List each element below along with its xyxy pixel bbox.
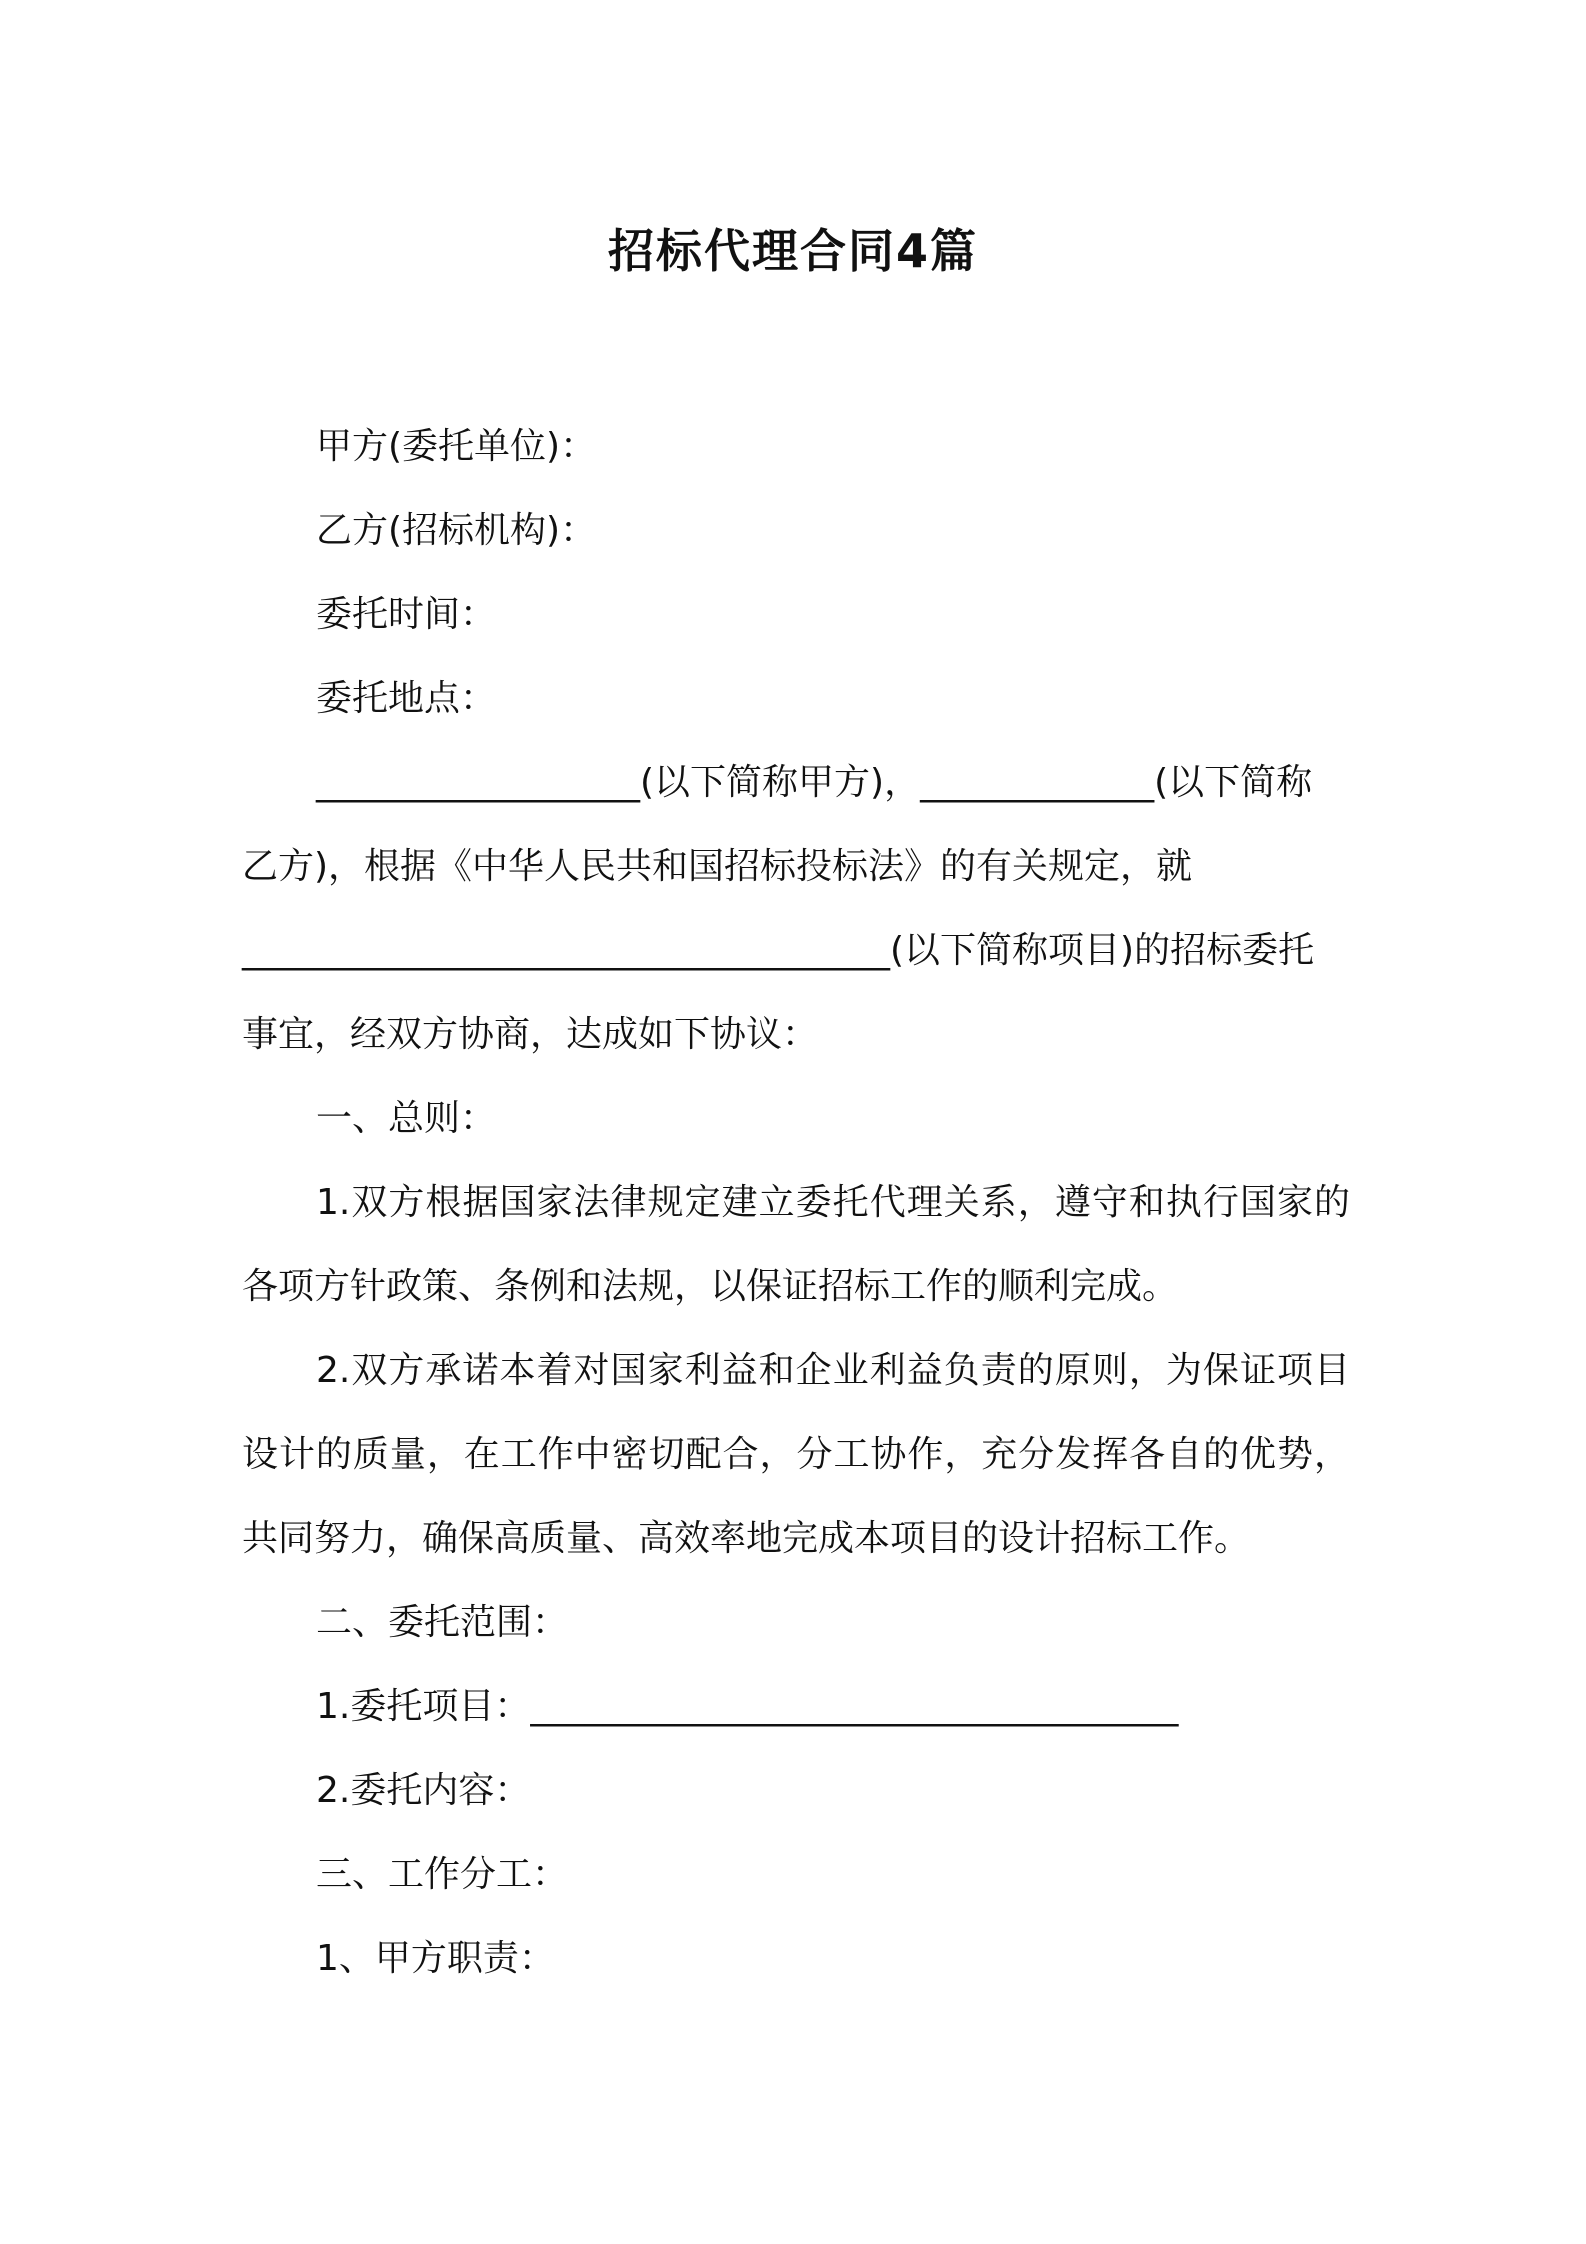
document-title: 招标代理合同4篇 (607, 224, 978, 278)
party-a-line: 甲方(委托单位)： (316, 426, 597, 467)
section-1-item-2: 2.双方承诺本着对国家利益和企业利益负责的原则，为保证项目设计的质量，在工作中密切配合，分工协作，充分发挥各自的优势，共同努力，确保高质量、高效率地完成本项目的设计招标工作。 (242, 1350, 1350, 1559)
section-2-heading: 二、委托范围： (316, 1602, 569, 1643)
section-1-heading: 一、总则： (316, 1098, 497, 1139)
section-2-item-1: 1.委托项目：____________________________________ (316, 1686, 1179, 1727)
intro-line-2: 乙方)，根据《中华人民共和国招标投标法》的有关规定，就 (242, 846, 1193, 887)
party-b-line: 乙方(招标机构)： (316, 510, 597, 551)
document-body (242, 405, 1350, 2001)
entrust-place-line: 委托地点： (316, 678, 497, 719)
section-3-heading: 三、工作分工： (316, 1854, 569, 1895)
section-1-item-1: 1.双方根据国家法律规定建立委托代理关系，遵守和执行国家的各项方针政策、条例和法规，以保证招标工作的顺利完成。 (242, 1182, 1350, 1307)
section-2-item-2: 2.委托内容： (316, 1770, 531, 1811)
section-3-item-1: 1、甲方职责： (316, 1938, 555, 1979)
intro-line-4: 事宜，经双方协商，达成如下协议： (242, 1014, 819, 1055)
intro-line-3: ____________________________________(以下简称项目)的招标委托 (242, 930, 1315, 971)
entrust-time-line: 委托时间： (316, 594, 497, 635)
intro-line-1: __________________(以下简称甲方)，_____________(以下简称 (316, 762, 1313, 803)
